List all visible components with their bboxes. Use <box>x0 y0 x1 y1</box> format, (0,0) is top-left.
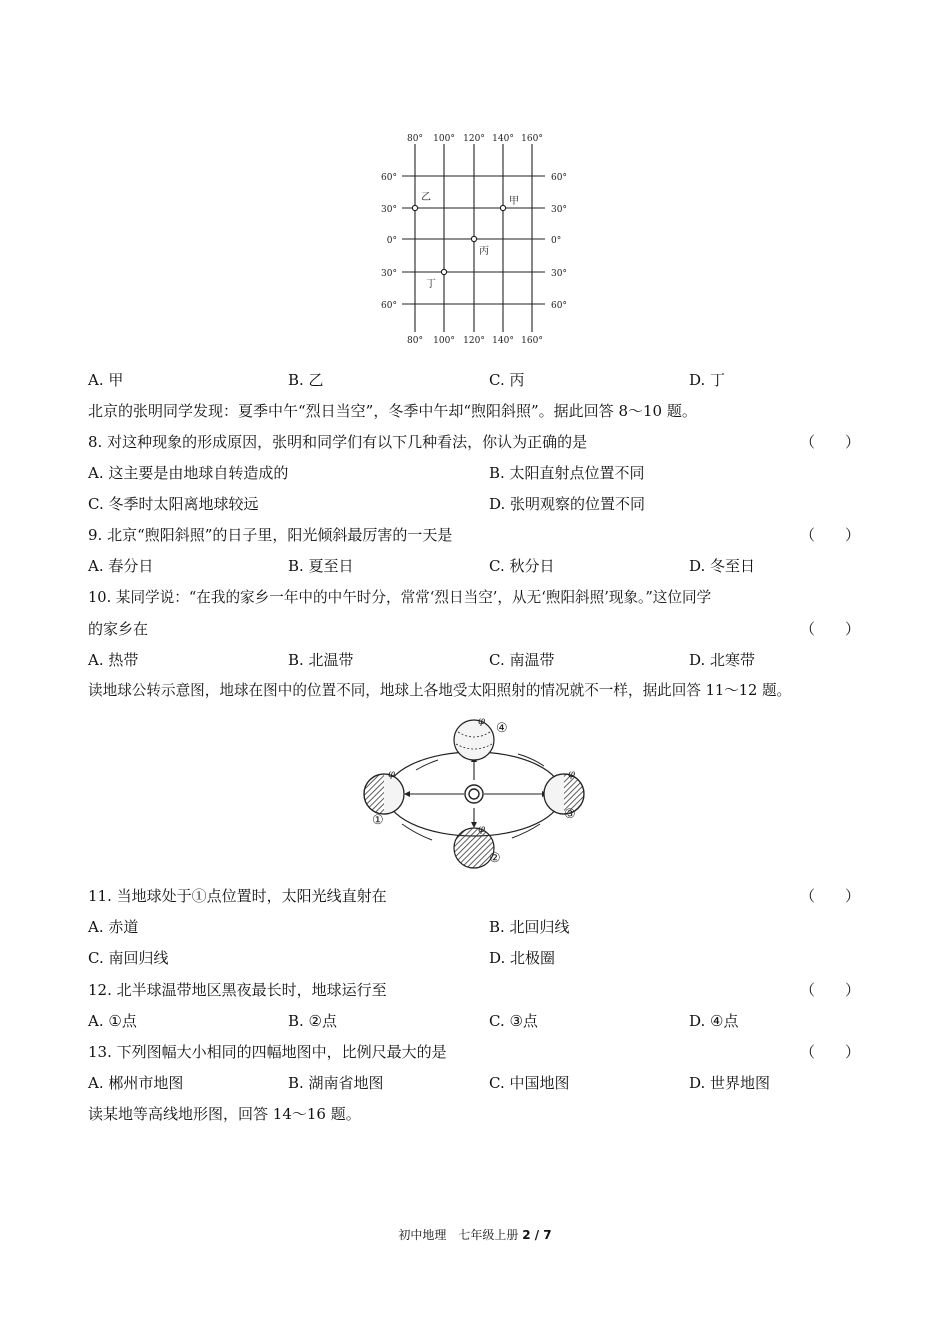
axis-label: φ <box>568 769 576 780</box>
q11-option-a: A. 赤道 <box>88 918 139 936</box>
arrow-left-icon <box>404 791 410 797</box>
q8-option-b: B. 太阳直射点位置不同 <box>489 464 645 482</box>
q13-option-c: C. 中国地图 <box>489 1074 570 1092</box>
q9-option-b: B. 夏至日 <box>288 557 354 575</box>
q10-option-a: A. 热带 <box>88 651 139 669</box>
intro-8-10: 北京的张明同学发现：夏季中午“烈日当空”，冬季中午却“煦阳斜照”。据此回答 8～10 题。 <box>88 402 697 420</box>
q8-option-d: D. 张明观察的位置不同 <box>489 495 646 513</box>
left-lat-label: 30° <box>381 205 397 215</box>
axis-label: φ <box>478 824 486 835</box>
top-lon-label: 80° <box>407 134 423 144</box>
q11-stem: 11. 当地球处于①点位置时，太阳光线直射在 <box>88 887 387 905</box>
axis-label: φ <box>388 769 396 780</box>
q8-answer-paren: （ ） <box>800 433 861 451</box>
q12-option-d: D. ④点 <box>689 1012 739 1030</box>
earth-orbit-figure <box>360 714 620 870</box>
q12-stem: 12. 北半球温带地区黑夜最长时，地球运行至 <box>88 981 387 999</box>
earth-position-1 <box>364 774 404 814</box>
left-lat-label: 60° <box>381 301 397 311</box>
sun-icon <box>465 785 483 803</box>
right-lat-label: 0° <box>551 236 562 246</box>
q13-option-b: B. 湖南省地图 <box>288 1074 384 1092</box>
bottom-lon-label: 100° <box>433 336 455 346</box>
q9-stem: 9. 北京“煦阳斜照”的日子里，阳光倾斜最厉害的一天是 <box>88 526 453 544</box>
bottom-lon-label: 80° <box>407 336 423 346</box>
q7-option-b: B. 乙 <box>288 371 324 389</box>
bottom-lon-label: 160° <box>521 336 543 346</box>
q10-option-d: D. 北寒带 <box>689 651 756 669</box>
position-label-1: ① <box>372 813 384 828</box>
q9-option-d: D. 冬至日 <box>689 557 756 575</box>
point-ding-label: 丁 <box>426 279 436 290</box>
footer-text: 初中地理 七年级上册 <box>398 1228 519 1242</box>
bottom-lon-label: 120° <box>463 336 485 346</box>
q11-option-d: D. 北极圈 <box>489 949 556 967</box>
q13-stem: 13. 下列图幅大小相同的四幅地图中，比例尺最大的是 <box>88 1043 447 1061</box>
q10-option-c: C. 南温带 <box>489 651 555 669</box>
point-bing-label: 丙 <box>479 246 489 257</box>
q9-answer-paren: （ ） <box>800 526 861 544</box>
point-jia-marker <box>500 205 505 210</box>
bottom-lon-label: 140° <box>492 336 514 346</box>
q8-option-c: C. 冬季时太阳离地球较远 <box>88 495 259 513</box>
q13-option-a: A. 郴州市地图 <box>88 1074 184 1092</box>
q12-option-c: C. ③点 <box>489 1012 538 1030</box>
top-lon-label: 140° <box>492 134 514 144</box>
right-lat-label: 60° <box>551 301 567 311</box>
q12-option-b: B. ②点 <box>288 1012 338 1030</box>
q11-option-b: B. 北回归线 <box>489 918 570 936</box>
q7-option-d: D. 丁 <box>689 371 726 389</box>
position-label-3: ③ <box>564 807 576 822</box>
intro-11-12: 读地球公转示意图，地球在图中的位置不同，地球上各地受太阳照射的情况就不一样，据此回答 11～12 题。 <box>88 682 792 699</box>
orbit-direction-arrow-icon <box>518 754 544 766</box>
q13-answer-paren: （ ） <box>800 1043 861 1061</box>
left-lat-label: 60° <box>381 173 397 183</box>
q10-stem-line1: 10. 某同学说：“在我的家乡一年中的中午时分，常常‘烈日当空’，从无‘煦阳斜照’现象。”这位同学 <box>88 589 712 606</box>
point-ding-marker <box>441 269 446 274</box>
lat-lon-grid-figure <box>370 128 580 350</box>
top-lon-label: 100° <box>433 134 455 144</box>
top-lon-label: 120° <box>463 134 485 144</box>
page-footer <box>0 1226 950 1243</box>
earth-position-2 <box>454 828 494 868</box>
left-lat-label: 0° <box>386 236 397 246</box>
q11-option-c: C. 南回归线 <box>88 949 169 967</box>
left-lat-label: 30° <box>381 269 397 279</box>
top-lon-label: 160° <box>521 134 543 144</box>
point-jia-label: 甲 <box>509 196 519 207</box>
q10-stem-line2: 的家乡在 <box>88 620 149 638</box>
intro-14-16: 读某地等高线地形图，回答 14～16 题。 <box>88 1105 361 1123</box>
q9-option-a: A. 春分日 <box>88 557 154 575</box>
q9-option-c: C. 秋分日 <box>489 557 555 575</box>
point-yi-marker <box>412 205 417 210</box>
right-lat-label: 60° <box>551 173 567 183</box>
q7-option-a: A. 甲 <box>88 371 124 389</box>
point-bing-marker <box>471 236 476 241</box>
position-label-2: ② <box>489 851 501 866</box>
q13-option-d: D. 世界地图 <box>689 1074 771 1092</box>
q7-option-c: C. 丙 <box>489 371 525 389</box>
point-yi-label: 乙 <box>421 192 431 203</box>
q8-option-a: A. 这主要是由地球自转造成的 <box>88 464 289 482</box>
q12-answer-paren: （ ） <box>800 981 861 999</box>
right-lat-label: 30° <box>551 269 567 279</box>
page-number: 2 / 7 <box>522 1228 552 1242</box>
q12-option-a: A. ①点 <box>88 1012 137 1030</box>
earth-position-4 <box>454 720 494 760</box>
right-lat-label: 30° <box>551 205 567 215</box>
q10-option-b: B. 北温带 <box>288 651 354 669</box>
axis-label: φ <box>478 716 486 727</box>
q8-stem: 8. 对这种现象的形成原因，张明和同学们有以下几种看法，你认为正确的是 <box>88 433 588 451</box>
q10-answer-paren: （ ） <box>800 620 861 638</box>
q11-answer-paren: （ ） <box>800 887 861 905</box>
arrow-down-icon <box>471 822 477 828</box>
position-label-4: ④ <box>496 721 508 736</box>
